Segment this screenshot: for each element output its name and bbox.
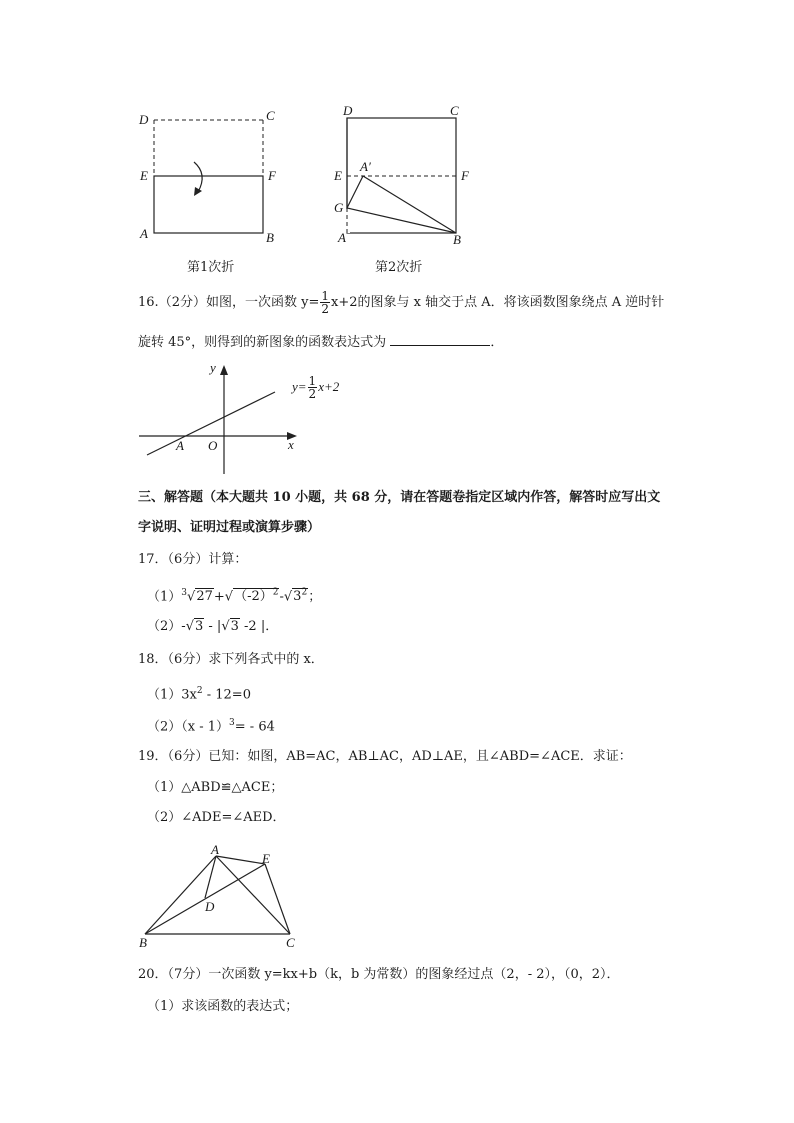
q17-p2-label: （2）	[147, 619, 182, 634]
fold-figure-2	[330, 108, 480, 243]
q19-label-a: A	[211, 842, 219, 857]
q17-part-2: （2）-√3 - |√3 -2 |．	[147, 619, 279, 634]
q17-p1-radicand-c	[292, 588, 308, 604]
q17-p1-radicand-b	[233, 588, 279, 604]
q17-p2-radicand-a: 3	[194, 619, 204, 634]
q16-label-x: x	[288, 437, 294, 452]
q19-label-d: D	[205, 899, 215, 914]
q17-p2-end: -2 |．	[239, 619, 279, 634]
q18-p1-post: - 12=0	[202, 687, 251, 703]
q16-func-suffix: x+2	[318, 379, 340, 394]
q17-p1-minus: -	[279, 589, 284, 605]
q16-func-num: 1	[308, 374, 317, 388]
q17-p1-b-exp: 2	[272, 588, 279, 598]
q17-p1-plus: +	[213, 589, 225, 605]
fig1-label-d: D	[139, 112, 149, 127]
q17-p1-c-exp: 2	[301, 588, 308, 598]
q16-label-o: O	[208, 438, 218, 453]
q18-p2-pre: （2）（x - 1）	[147, 719, 230, 735]
q16-end: ．	[490, 335, 504, 350]
q18-part-1	[147, 681, 251, 705]
section3-heading-line-1: 三、解答题（本大题共 10 小题，共 68 分，请在答题卷指定区域内作答，解答时应写出文	[138, 490, 661, 505]
fig1-label-b: B	[266, 230, 274, 245]
fig2-label-b: B	[453, 232, 461, 247]
fig1-label-c: C	[266, 108, 275, 123]
q16-func-prefix: y=	[292, 379, 307, 394]
q16-score: （2分）	[158, 295, 206, 310]
q17-p1-b-base: （-2）	[234, 589, 273, 605]
seg-ac	[216, 856, 290, 934]
fig2-label-g: G	[334, 200, 344, 215]
fig2-label-ap: A′	[360, 159, 371, 174]
q18-head: 18．（6分）求下列各式中的 x．	[138, 652, 324, 667]
q16-func-den: 2	[308, 387, 317, 401]
section3-heading-line-2: 字说明、证明过程或演算步骤）	[138, 520, 321, 535]
q16-label-y: y	[210, 360, 216, 375]
fig1-caption: 第1次折	[187, 260, 235, 275]
q17-p2-radicand-b: 3	[230, 619, 239, 634]
fig2-label-e: E	[334, 168, 342, 183]
fig2-label-f: F	[461, 168, 469, 183]
q16-line-2	[138, 331, 503, 353]
q16-fraction	[320, 290, 330, 315]
q20-part-1: （1）求该函数的表达式；	[147, 999, 299, 1014]
q16-text-a: 如图，一次函数 y=	[205, 295, 320, 310]
fig1-label-a: A	[140, 226, 148, 241]
q16-frac-num: 1	[321, 289, 329, 303]
q16-number: 16.	[138, 295, 159, 310]
q16-frac-den: 2	[321, 302, 329, 316]
q16-line-1	[138, 290, 664, 315]
q16-answer-blank[interactable]	[390, 331, 490, 346]
q16-function-label	[292, 372, 339, 403]
q18-part-2	[147, 713, 275, 737]
q16-text-b: x+2的图象与 x 轴交于点 A．将该函数图象绕点 A 逆时针	[330, 295, 665, 310]
q19-head: 19．（6分）已知：如图，AB=AC，AB⊥AC，AD⊥AE，且∠ABD=∠ACE．求证：	[138, 749, 632, 764]
q17-p1-label: （1）	[147, 589, 182, 605]
q19-label-e: E	[262, 851, 270, 866]
fig2-label-c: C	[450, 103, 459, 118]
q19-triangle-figure	[135, 840, 305, 940]
q17-p1-end: ；	[308, 589, 322, 605]
q19-part-1: （1）△ABD≌△ACE；	[147, 780, 284, 795]
fig1-label-e: E	[140, 168, 148, 183]
fig2-triangle-gapb	[347, 176, 456, 233]
q18-p2-post: = - 64	[234, 719, 275, 735]
fig1-rect-abfe	[154, 176, 263, 233]
q19-label-c: C	[286, 935, 295, 950]
q16-label-a: A	[176, 438, 184, 453]
q16-func-fraction	[308, 375, 318, 400]
q16-line-2-text: 旋转 45°，则得到的新图象的函数表达式为	[138, 335, 387, 350]
q19-part-2: （2）∠ADE=∠AED．	[147, 810, 286, 825]
fig2-label-d: D	[343, 103, 353, 118]
q18-p2-exp: 3	[229, 718, 235, 728]
seg-ae	[216, 856, 265, 864]
q17-head: 17．（6分）计算：	[138, 552, 248, 567]
seg-ec	[265, 864, 290, 934]
q17-p2-neg: -	[181, 619, 186, 634]
q17-p1-c-base: 3	[293, 589, 302, 605]
fig2-label-a: A	[338, 230, 346, 245]
q16-graph	[135, 360, 305, 478]
fold-arrow-head	[194, 187, 202, 196]
q17-p1-root-index: 3	[181, 588, 188, 598]
q18-p1-exp: 2	[196, 686, 203, 696]
q17-p2-mid: - |	[204, 619, 222, 634]
q17-p1-radicand-a: 27	[196, 589, 213, 605]
y-axis-arrow	[220, 365, 228, 375]
q18-p1-pre: （1）3x	[147, 687, 197, 703]
q20-head: 20．（7分）一次函数 y=kx+b（k，b 为常数）的图象经过点（2，- 2），（0，2）．	[138, 967, 620, 982]
fig2-caption: 第2次折	[375, 260, 423, 275]
q19-label-b: B	[139, 935, 147, 950]
q17-part-1: $(1)^3√27+√(-2)^2-√3^2$；	[147, 588, 322, 605]
fig1-label-f: F	[268, 168, 276, 183]
